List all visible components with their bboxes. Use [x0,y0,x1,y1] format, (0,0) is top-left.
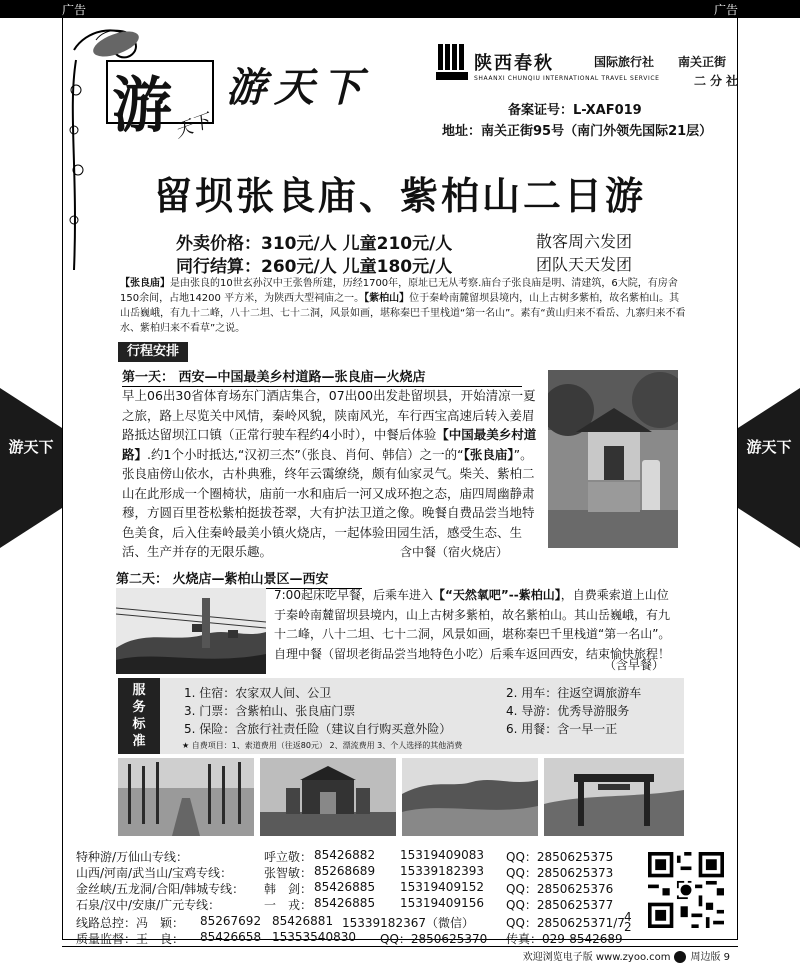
day2-text-b: ，自费乘索道上山位于秦岭南麓留坝县境内，山上古树多紫柏，故名紫柏山。其山岳巍峨，有九十二峰，八十二坦、七十二洞，风景如画，堪称秦巴千里栈道“第一名山”。自理中餐（留坝老街品尝当地特色小吃）后乘车返回西安，结束愉快旅程！ [274,588,671,661]
contact-mobile[interactable]: 15319409152 [400,880,484,894]
side-tab-text: 游天下 [746,438,792,456]
agency-english-name: SHAANXI CHUNQIU INTERNATIONAL TRAVEL SERVICE [474,75,660,82]
temple-gate-photo [260,758,396,836]
day1-body [122,386,540,562]
service-item: 5. 保险：含旅行社责任险（建议自行购买意外险） [184,722,452,736]
agency-type: 国际旅行社 [594,55,655,69]
side-tab-text: 游天下 [8,438,54,456]
intro-text-zibai: 位于秦岭南麓留坝县境内，山上古树多紫柏，故名紫柏山。其山岳巍峨，有九十二峰，八十二坦、七十二洞，风景如画，堪称秦巴千里栈道“第一名山”。素有“黄山归来不看岳、九寨归来不看水、紫柏归来不看草”之说。 [120,293,686,334]
logo-subtext: 天下 [172,110,214,143]
ad-bar [0,0,800,18]
contact-tel[interactable]: 85426885 [314,880,376,894]
main-title: 留坝张良庙、紫柏山二日游 [153,173,646,218]
contact-qq[interactable]: QQ：2850625375 [506,850,614,864]
intro-paragraph [120,276,688,336]
service-item: 1. 住宿：农家双人间、公卫 [184,686,332,700]
contact-mobile[interactable]: 15319409156 [400,896,484,910]
service-item: 3. 门票：含紫柏山、张良庙门票 [184,704,356,718]
contact-quality-mobile[interactable]: 15353540830 [272,930,356,944]
cable-car-photo [116,588,266,674]
brand-title: 游天下 [226,64,370,111]
day2-text-a: 7:00起床吃早餐，后乘车进入 [274,588,433,602]
contact-line: 金丝峡/五龙洞/合阳/韩城专线： [76,882,245,896]
footer-section: 周边版 9 [690,952,730,963]
footer [523,948,730,963]
contact-quality-fax[interactable]: 传真：029-8542689 [506,932,623,946]
side-tab-shape [0,388,62,548]
service-item: 6. 用餐：含一早一正 [506,722,618,736]
contact-tel[interactable]: 85268689 [314,864,376,878]
service-item: 2. 用车：往返空调旅游车 [506,686,642,700]
day1-text-b: .约1个小时抵达,“汉初三杰”（张良、肖何、韩信）之一的“ [147,446,464,462]
agency-branch-line2: 二分社 [694,74,743,88]
archway-photo [544,758,684,836]
agency-branch-line1: 南关正街 [678,55,727,69]
contact-total-qq[interactable]: QQ：2850625371/7 [506,916,625,930]
contact-name: 一 戎： [264,898,313,912]
ad-label-right: 广告 [713,3,738,17]
departure-group: 团队天天发团 [536,255,633,274]
intro-tag-zibai: 【紫柏山】 [364,293,410,304]
service-label: 服务标准 [118,678,160,754]
schedule-label: 行程安排 [118,342,188,362]
day2-tag-oxygen: 【“天然氧吧”--紫柏山】 [432,588,561,602]
ad-label-left: 广告 [62,3,87,17]
contact-tel[interactable]: 85426882 [314,848,376,862]
contact-quality-tel[interactable]: 85426658 [200,930,262,944]
agency-name: 陕西春秋 [474,53,554,74]
contact-qq[interactable]: QQ：2850625377 [506,898,614,912]
contact-tel[interactable]: 85426885 [314,896,376,910]
contact-line: 山西/河南/武当山/宝鸡专线： [76,866,233,880]
contact-quality-qq[interactable]: QQ：2850625370 [380,932,488,946]
license-number: 备案证号：L-XAF019 [508,103,642,118]
day1-text-a: 早上06出30省体育场东门酒店集合，07出00出发赴留坝县，开始清凉一夏之旅，路上尽览关中风情，秦岭风貌，陕南风光，车行西宝高速后转入姜眉路抵达留坝江口镇（正常行驶车程约4小时），中餐后体验 [122,388,536,442]
side-tab-shape [738,388,800,548]
contact-line: 特种游/万仙山专线： [76,850,189,864]
trade-price: 同行结算：260元/人 儿童180元/人 [176,257,453,277]
contact-name: 呼立敬： [264,850,313,864]
contact-qq[interactable]: QQ：2850625373 [506,866,614,880]
day2-title: 第二天： 火烧店—紫柏山景区—西安 [116,568,362,589]
side-tab-right [738,388,800,548]
contact-line: 石泉/汉中/安康/广元专线： [76,898,221,912]
forest-road-photo [118,758,254,836]
service-item: 4. 导游：优秀导游服务 [506,704,630,718]
service-standards [118,678,684,754]
contact-total-tel1[interactable]: 85267692 [200,914,262,928]
retail-price: 外卖价格：310元/人 儿童210元/人 [176,234,453,254]
publisher-logo-icon [674,951,686,963]
contact-mobile[interactable]: 15339182393 [400,864,484,878]
contact-total-label: 线路总控：冯 颖： [76,916,185,930]
agency-address: 地址：南关正街95号（南门外领先国际21层） [442,124,713,139]
footer-divider [62,946,738,947]
agency-logo-icon [436,42,468,82]
departure-individual: 散客周六发团 [536,232,633,251]
footer-text: 欢迎浏览电子版 www.zyoo.com [522,952,671,963]
contact-name: 张智敏： [264,866,313,880]
qr-code[interactable] [648,852,724,928]
day1-tag-road: 【中国最美乡村道路】 [122,427,537,462]
contact-total-mobile[interactable]: 15339182367（微信） [342,916,474,930]
day1-title: 第一天： 西安—中国最美乡村道路—张良庙—火烧店 [122,366,522,387]
day2-body [274,586,674,664]
day2-meal: （含早餐） [604,658,665,672]
day1-tag-temple: 【张良庙】 [463,446,514,462]
contact-qq[interactable]: QQ：2850625376 [506,882,614,896]
contact-quality-label: 质量监督：王 良： [76,932,185,946]
day1-text-c: ”。张良庙傍山依水，古朴典雅，终年云霭缭绕，颇有仙家灵气。柴关、紫柏二山在此形成一个圈椅状，庙前一水和庙后一河又成环抱之态，庙四周幽静肃穆，方圆百里苍松紫柏挺拔苍翠，大有护法卫道之像。晚餐自费品尝当地特色美食，后入住秦岭最美小镇火烧店，一起体验田园生活，感受生态、生活、生产并存的无限乐趣。 [122,446,535,559]
contact-mobile[interactable]: 15319409083 [400,848,484,862]
day1-meal: 含中餐（宿火烧店） [400,545,509,559]
contact-name: 韩 剑： [264,882,313,896]
page-mark: 42 [624,910,632,934]
side-tab-left [0,388,62,548]
temple-pavilion-photo [548,370,678,548]
mountain-meadow-photo [402,758,538,836]
intro-tag-zhangliang: 【张良庙】 [120,278,170,289]
logo-glyph: 游 [112,71,168,141]
intro-text-zhangliang: 是由张良的10世玄孙汉中王张鲁所建，历经1700年，原址已无从考察.庙台子张良庙是明、清建筑，6大院，有房舍150余间，占地14200 平方米，为陕西大型祠庙之一。 [120,278,678,304]
contact-total-tel2[interactable]: 85426881 [272,914,334,928]
self-pay-note: ★ 自费项目：1、索道费用（往返80元） 2、漂流费用 3、个人选择的其他消费 [182,741,463,750]
